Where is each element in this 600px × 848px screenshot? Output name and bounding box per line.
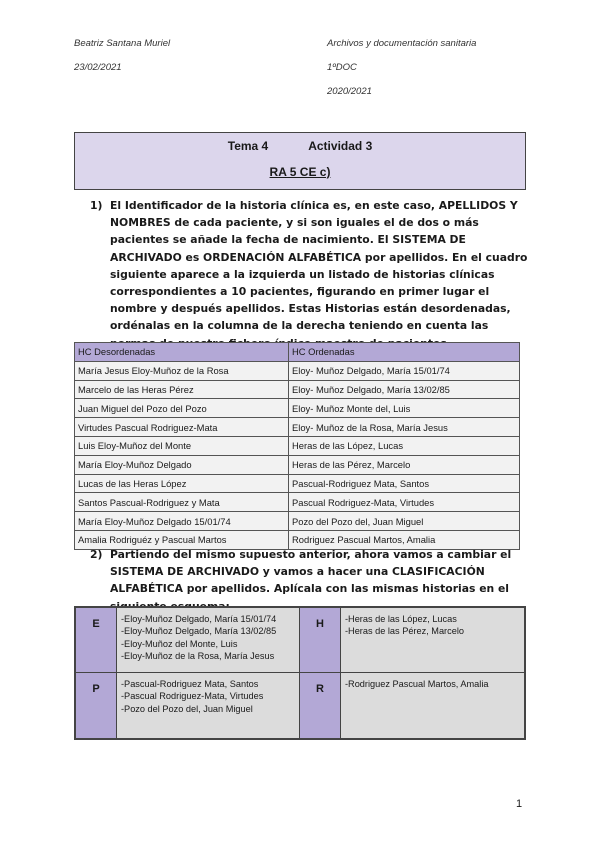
exercise-2-text: Partiendo del mismo supuesto anterior, ahora vamos a cambiar el SISTEMA DE ARCHIVADO y vamos a hacer una CLASIFICACIÓN ALFABÉTICA por apellidos. Aplícala con las mismas historias en el	[110, 548, 512, 596]
ordered-cell: Pascual-Rodriguez Mata, Santos	[289, 474, 520, 493]
list-item: -Heras de las Pérez, Marcelo	[345, 626, 464, 637]
group-r-list	[340, 672, 525, 739]
list-item: -Pozo del Pozo del, Juan Miguel	[121, 703, 253, 714]
exercise-2-number: 2)	[90, 548, 103, 561]
ra-title: RA 5 CE c)	[269, 165, 331, 179]
header-unordered: HC Desordenadas	[75, 343, 289, 362]
ordered-cell: Pascual Rodriguez-Mata, Virtudes	[289, 493, 520, 512]
list-item: -Eloy-Muñoz Delgado, María 15/01/74	[121, 614, 277, 624]
list-item: -Pascual-Rodriguez Mata, Santos	[121, 679, 259, 689]
unordered-cell: Juan Miguel del Pozo del Pozo	[75, 399, 289, 418]
unordered-cell: Lucas de las Heras López	[75, 474, 289, 493]
author-name: Beatriz Santana Muriel	[74, 38, 171, 49]
table-row	[75, 474, 520, 493]
academic-year: 2020/2021	[327, 86, 372, 97]
history-table	[74, 342, 520, 550]
course-name: 1ºDOC	[327, 62, 357, 73]
letter-cell-e: E	[75, 607, 117, 673]
list-item: -Heras de las López, Lucas	[345, 614, 457, 624]
unordered-cell: Luis Eloy-Muñoz del Monte	[75, 436, 289, 455]
table-row	[75, 436, 520, 455]
topic-title: Tema 4	[227, 139, 269, 153]
table-header-row	[75, 343, 520, 362]
letter-cell-h: H	[299, 607, 341, 673]
ordered-cell: Heras de las López, Lucas	[289, 436, 520, 455]
table-row	[75, 455, 520, 474]
exercise-1-number: 1)	[90, 199, 103, 212]
table-row	[75, 361, 520, 380]
exercise-1-text: El Identificador de la historia clínica es, en este caso, APELLIDOS Y NOMBRES de cada paciente, y si son iguales el de dos o más pacientes se añade la fecha de nacimiento. El SISTEMA DE ARCHIVADO es ORDENACIÓN ALFABÉTICA por apellidos. En el cuadro siguiente aparece a la izquierda un listado de historias clínicas correspondientes a 10 pacientes, figurando en primer lugar el nombre y después apellidos. Estas Historias están desordenadas, ordénalas en la columna de la derecha teniendo en cuenta las	[110, 199, 528, 333]
table-row	[75, 399, 520, 418]
unordered-cell: María Eloy-Muñoz Delgado	[75, 455, 289, 474]
letter-cell-r: R	[299, 672, 341, 739]
ordered-cell: Heras de las Pérez, Marcelo	[289, 455, 520, 474]
table-row	[75, 380, 520, 399]
list-item: -Eloy-Muñoz Delgado, María 13/02/85	[121, 626, 277, 637]
document-date: 23/02/2021	[74, 62, 122, 73]
unordered-cell: María Eloy-Muñoz Delgado 15/01/74	[75, 512, 289, 531]
page-number: 1	[516, 798, 523, 810]
ordered-cell: Eloy- Muñoz de la Rosa, María Jesus	[289, 418, 520, 437]
exercise-1	[90, 197, 530, 352]
group-e-list	[116, 607, 300, 673]
unordered-cell: Amalia Rodriguéz y Pascual Martos	[75, 530, 289, 549]
list-item: -Eloy-Muñoz del Monte, Luis	[121, 638, 238, 649]
group-p-list	[116, 672, 300, 739]
unordered-cell: Santos Pascual-Rodriguez y Mata	[75, 493, 289, 512]
ordered-cell: Eloy- Muñoz Monte del, Luis	[289, 399, 520, 418]
exercise-2	[90, 546, 530, 615]
letter-cell-p: P	[75, 672, 117, 739]
classification-scheme	[74, 606, 526, 740]
ordered-cell: Eloy- Muñoz Delgado, María 15/01/74	[289, 361, 520, 380]
ordered-cell: Rodriguez Pascual Martos, Amalia	[289, 530, 520, 549]
table-row	[75, 493, 520, 512]
unordered-cell: María Jesus Eloy-Muñoz de la Rosa	[75, 361, 289, 380]
activity-title: Actividad 3	[308, 139, 373, 153]
subject-name: Archivos y documentación sanitaria	[327, 38, 477, 49]
ordered-cell: Pozo del Pozo del, Juan Miguel	[289, 512, 520, 531]
unordered-cell: Virtudes Pascual Rodriguez-Mata	[75, 418, 289, 437]
list-item: -Eloy-Muñoz de la Rosa, María Jesus	[121, 651, 275, 662]
title-box	[74, 132, 526, 190]
header-ordered: HC Ordenadas	[289, 343, 520, 362]
list-item: -Rodriguez Pascual Martos, Amalia	[345, 679, 489, 689]
unordered-cell: Marcelo de las Heras Pérez	[75, 380, 289, 399]
table-row	[75, 418, 520, 437]
group-h-list	[340, 607, 525, 673]
ordered-cell: Eloy- Muñoz Delgado, María 13/02/85	[289, 380, 520, 399]
list-item: -Pascual Rodriguez-Mata, Virtudes	[121, 691, 264, 702]
table-row	[75, 512, 520, 531]
